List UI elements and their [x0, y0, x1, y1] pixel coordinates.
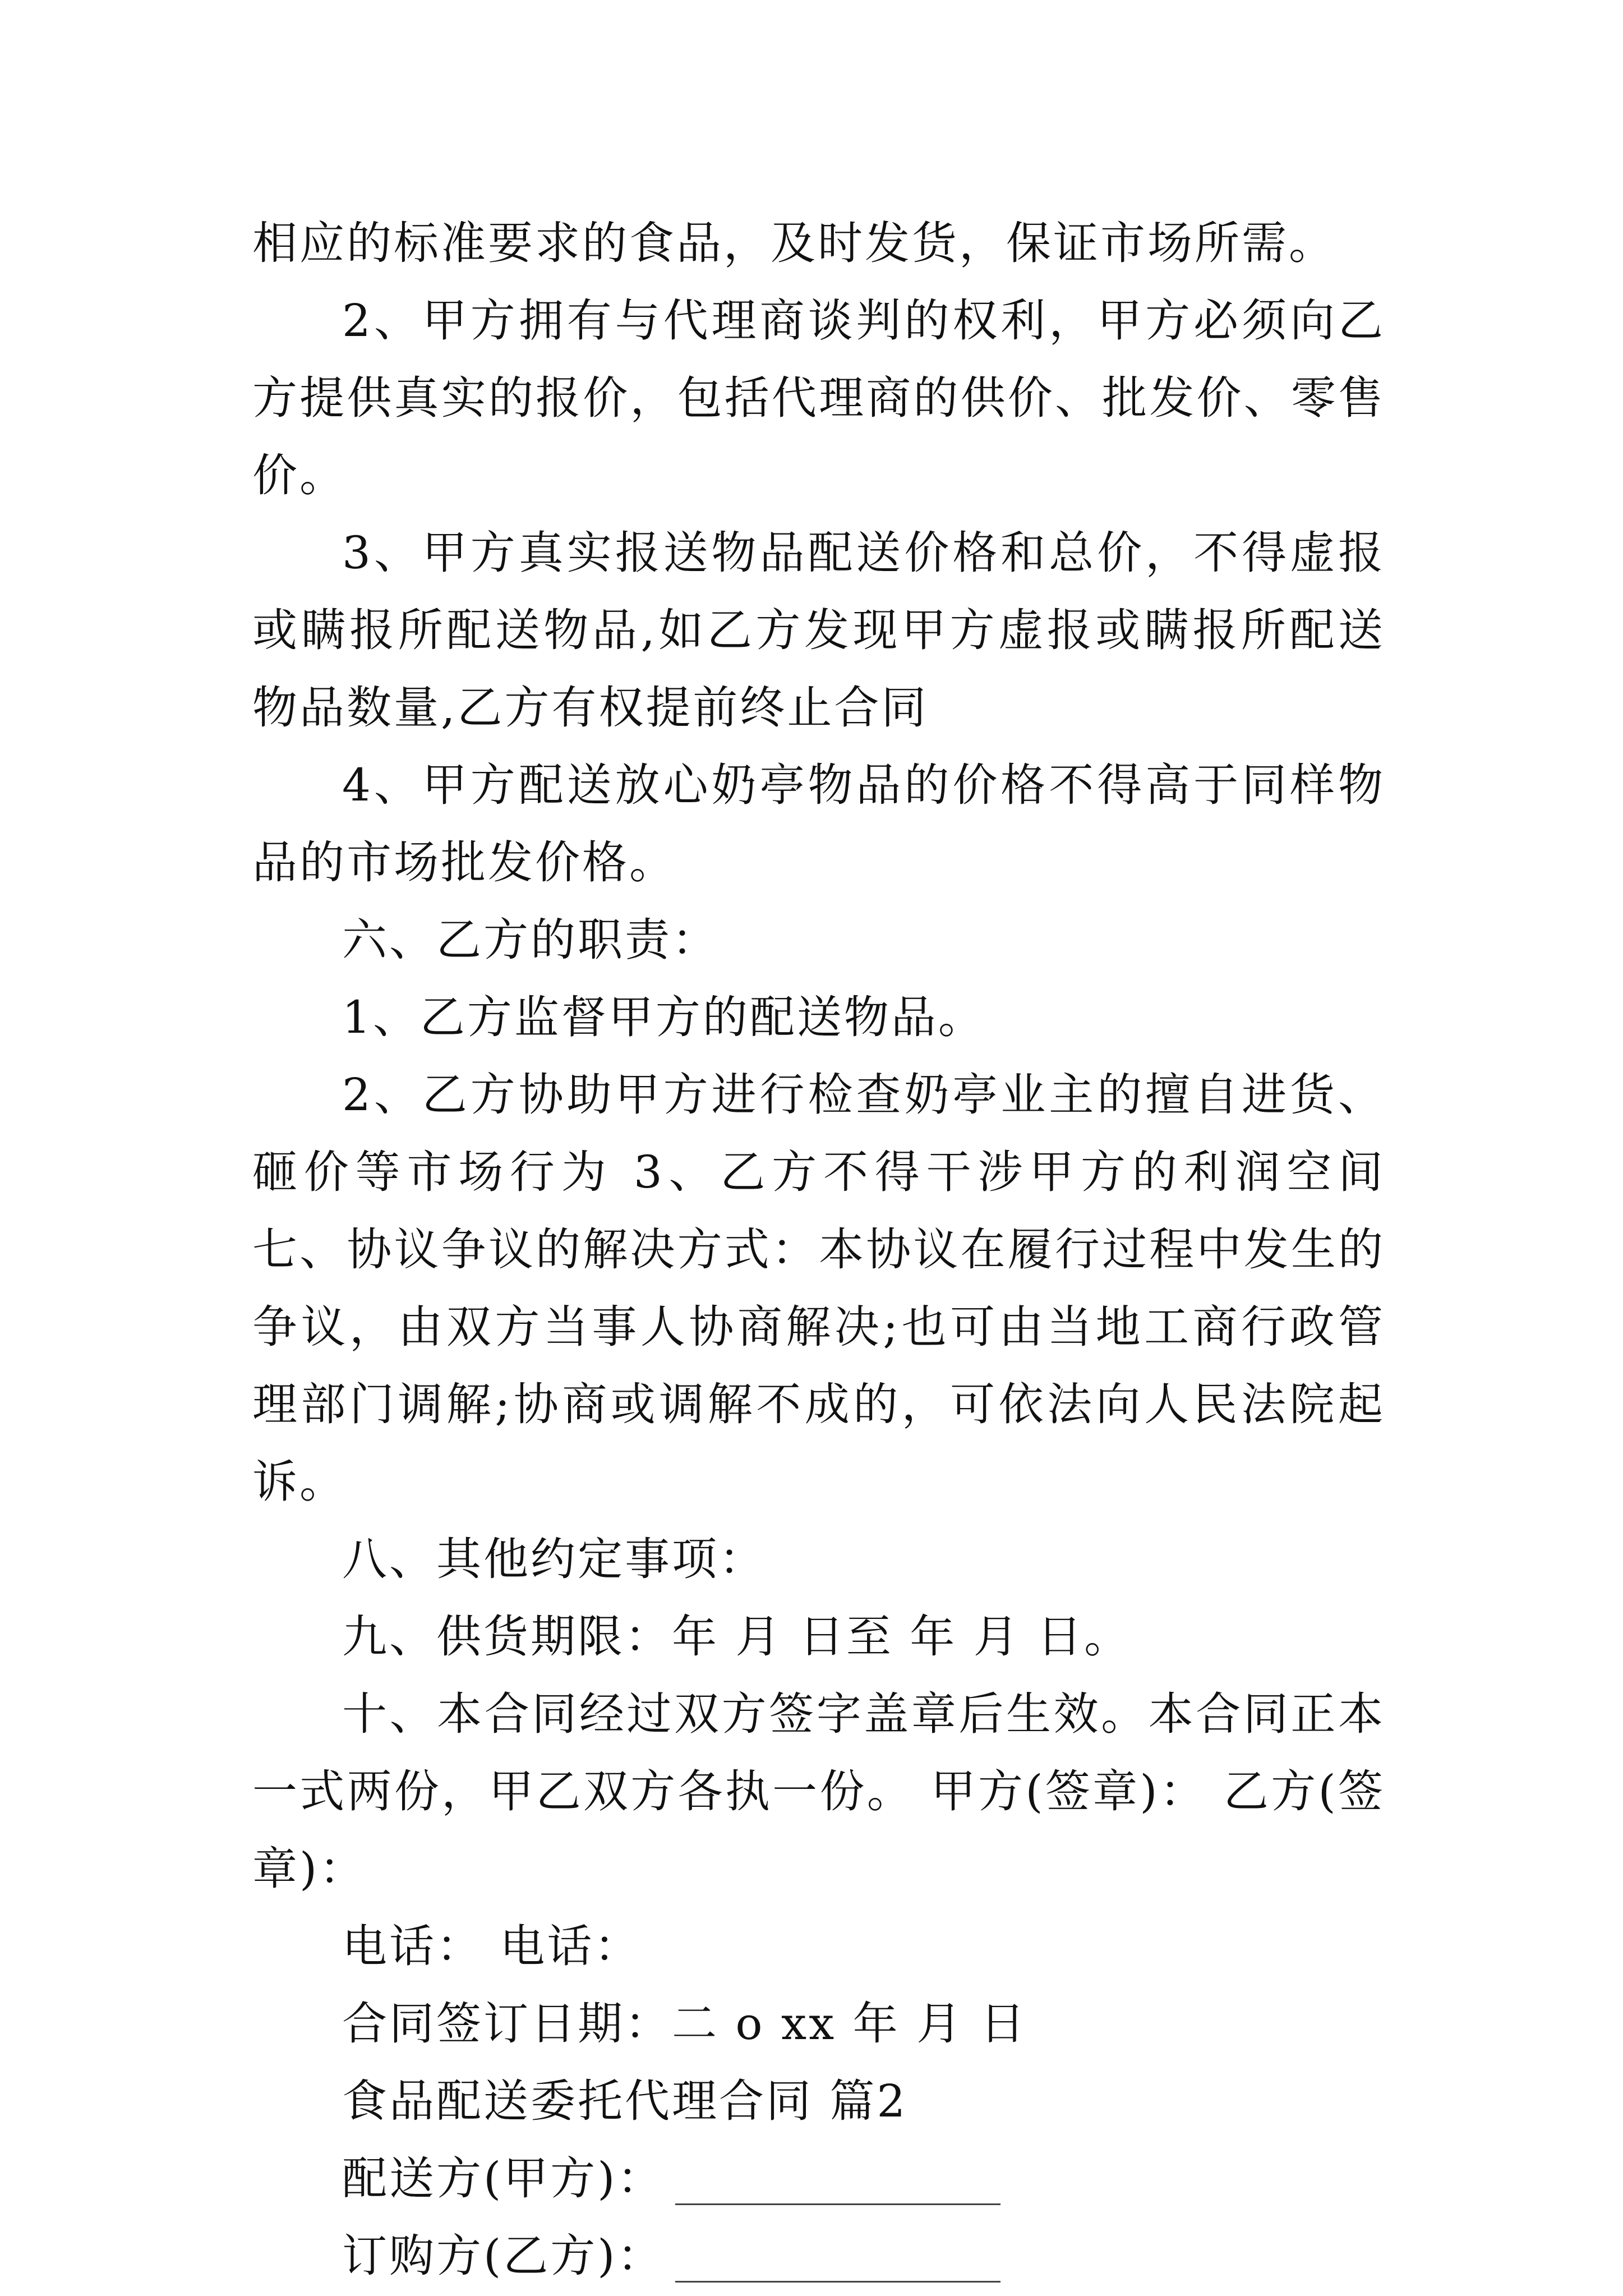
delivery-party-label: 配送方(甲方)：	[342, 2152, 665, 2205]
field-row-delivery-party	[252, 2140, 1385, 2217]
section-heading-other-terms: 八、其他约定事项：	[342, 1533, 766, 1585]
field-row-buyer-party	[252, 2217, 1385, 2295]
paragraph-b-clause-2-dispute: 2、乙方协助甲方进行检查奶亭业主的擅自进货、砸价等市场行为 3、乙方不得干涉甲方的利润空间 七、协议争议的解决方式：本协议在履行过程中发生的争议，由双方当事人协商解决;也可由当地工商行政管理部门调解;协商或调解不成的，可依法向人民法院起诉。	[252, 1069, 1385, 1508]
delivery-party-blank-line[interactable]	[675, 2159, 1000, 2205]
paragraph-sign-date: 合同签订日期：二 o xx 年 月 日	[342, 1998, 1027, 2050]
section-heading-party-b-duties: 六、乙方的职责：	[342, 914, 719, 966]
paragraph-contract-title-2: 食品配送委托代理合同 篇2	[342, 2075, 908, 2127]
paragraph-effectiveness-signatures: 十、本合同经过双方签字盖章后生效。本合同正本一式两份，甲乙双方各执一份。 甲方(签章)： 乙方(签章)：	[252, 1688, 1385, 1895]
paragraph-clause-4-price-limit: 4、甲方配送放心奶亭物品的价格不得高于同样物品的市场批发价格。	[252, 759, 1385, 889]
buyer-party-blank-line[interactable]	[675, 2236, 1000, 2283]
document-body	[252, 205, 1385, 2295]
paragraph-b-clause-1: 1、乙方监督甲方的配送物品。	[342, 991, 985, 1043]
paragraph-clause-3-pricing: 3、甲方真实报送物品配送价格和总价，不得虚报或瞒报所配送物品,如乙方发现甲方虚报或瞒报所配送物品数量,乙方有权提前终止合同	[252, 527, 1385, 734]
paragraph-market-supply: 相应的标准要求的食品，及时发货，保证市场所需。	[252, 217, 1336, 269]
buyer-party-label: 订购方(乙方)：	[342, 2230, 665, 2282]
paragraph-supply-period: 九、供货期限：年 月 日至 年 月 日。	[342, 1611, 1132, 1663]
paragraph-phone: 电话： 电话：	[342, 1920, 642, 1972]
paragraph-clause-2-negotiation: 2、甲方拥有与代理商谈判的权利，甲方必须向乙方提供真实的报价，包括代理商的供价、批发价、零售价。	[252, 295, 1385, 501]
